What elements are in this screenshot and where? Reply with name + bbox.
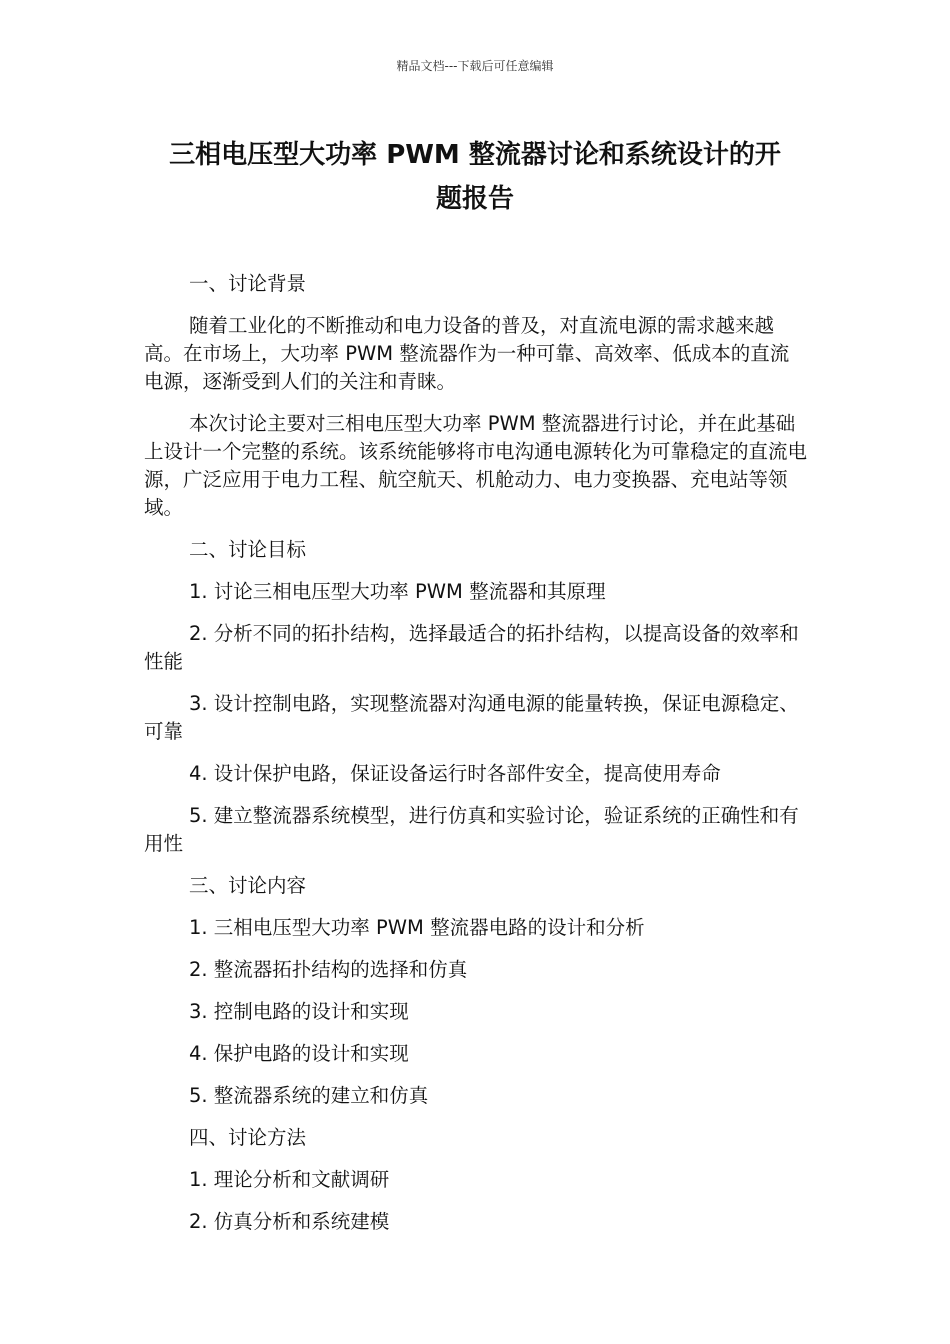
paragraph: 本次讨论主要对三相电压型大功率 PWM 整流器进行讨论，并在此基础上设计一个完整的系统。该系统能够将市电沟通电源转化为可靠稳定的直流电源，广泛应用于电力工程、航空航天、机舱动力、电力变换器、充电站等领域。: [144, 412, 808, 519]
list-item: 3. 设计控制电路，实现整流器对沟通电源的能量转换，保证电源稳定、可靠: [144, 692, 799, 743]
paragraph: 随着工业化的不断推动和电力设备的普及，对直流电源的需求越来越高。在市场上，大功率 PWM 整流器作为一种可靠、高效率、低成本的直流电源，逐渐受到人们的关注和青睐。: [144, 314, 790, 393]
title-line-2: 题报告: [435, 184, 514, 214]
document-title: [140, 133, 810, 221]
section-heading-goals: 二、讨论目标: [189, 538, 307, 561]
section-heading-background: 一、讨论背景: [189, 272, 307, 295]
list-item: 5. 建立整流器系统模型，进行仿真和实验讨论，验证系统的正确性和有用性: [144, 804, 799, 855]
list-item: 1. 讨论三相电压型大功率 PWM 整流器和其原理: [189, 580, 606, 603]
section-heading-content: 三、讨论内容: [189, 874, 307, 897]
list-item: 2. 分析不同的拓扑结构，选择最适合的拓扑结构，以提高设备的效率和性能: [144, 622, 799, 673]
list-item: 1. 三相电压型大功率 PWM 整流器电路的设计和分析: [189, 916, 645, 939]
document-body: [144, 270, 808, 1236]
list-item: 2. 仿真分析和系统建模: [189, 1210, 390, 1233]
list-item: 3. 控制电路的设计和实现: [189, 1000, 409, 1023]
page-header: 精品文档---下载后可任意编辑: [396, 59, 554, 73]
title-line-1: 三相电压型大功率 PWM 整流器讨论和系统设计的开: [169, 140, 781, 170]
list-item: 5. 整流器系统的建立和仿真: [189, 1084, 429, 1107]
list-item: 4. 设计保护电路，保证设备运行时各部件安全，提高使用寿命: [189, 762, 721, 785]
list-item: 4. 保护电路的设计和实现: [189, 1042, 409, 1065]
section-heading-methods: 四、讨论方法: [189, 1126, 307, 1149]
list-item: 2. 整流器拓扑结构的选择和仿真: [189, 958, 468, 981]
list-item: 1. 理论分析和文献调研: [189, 1168, 390, 1191]
